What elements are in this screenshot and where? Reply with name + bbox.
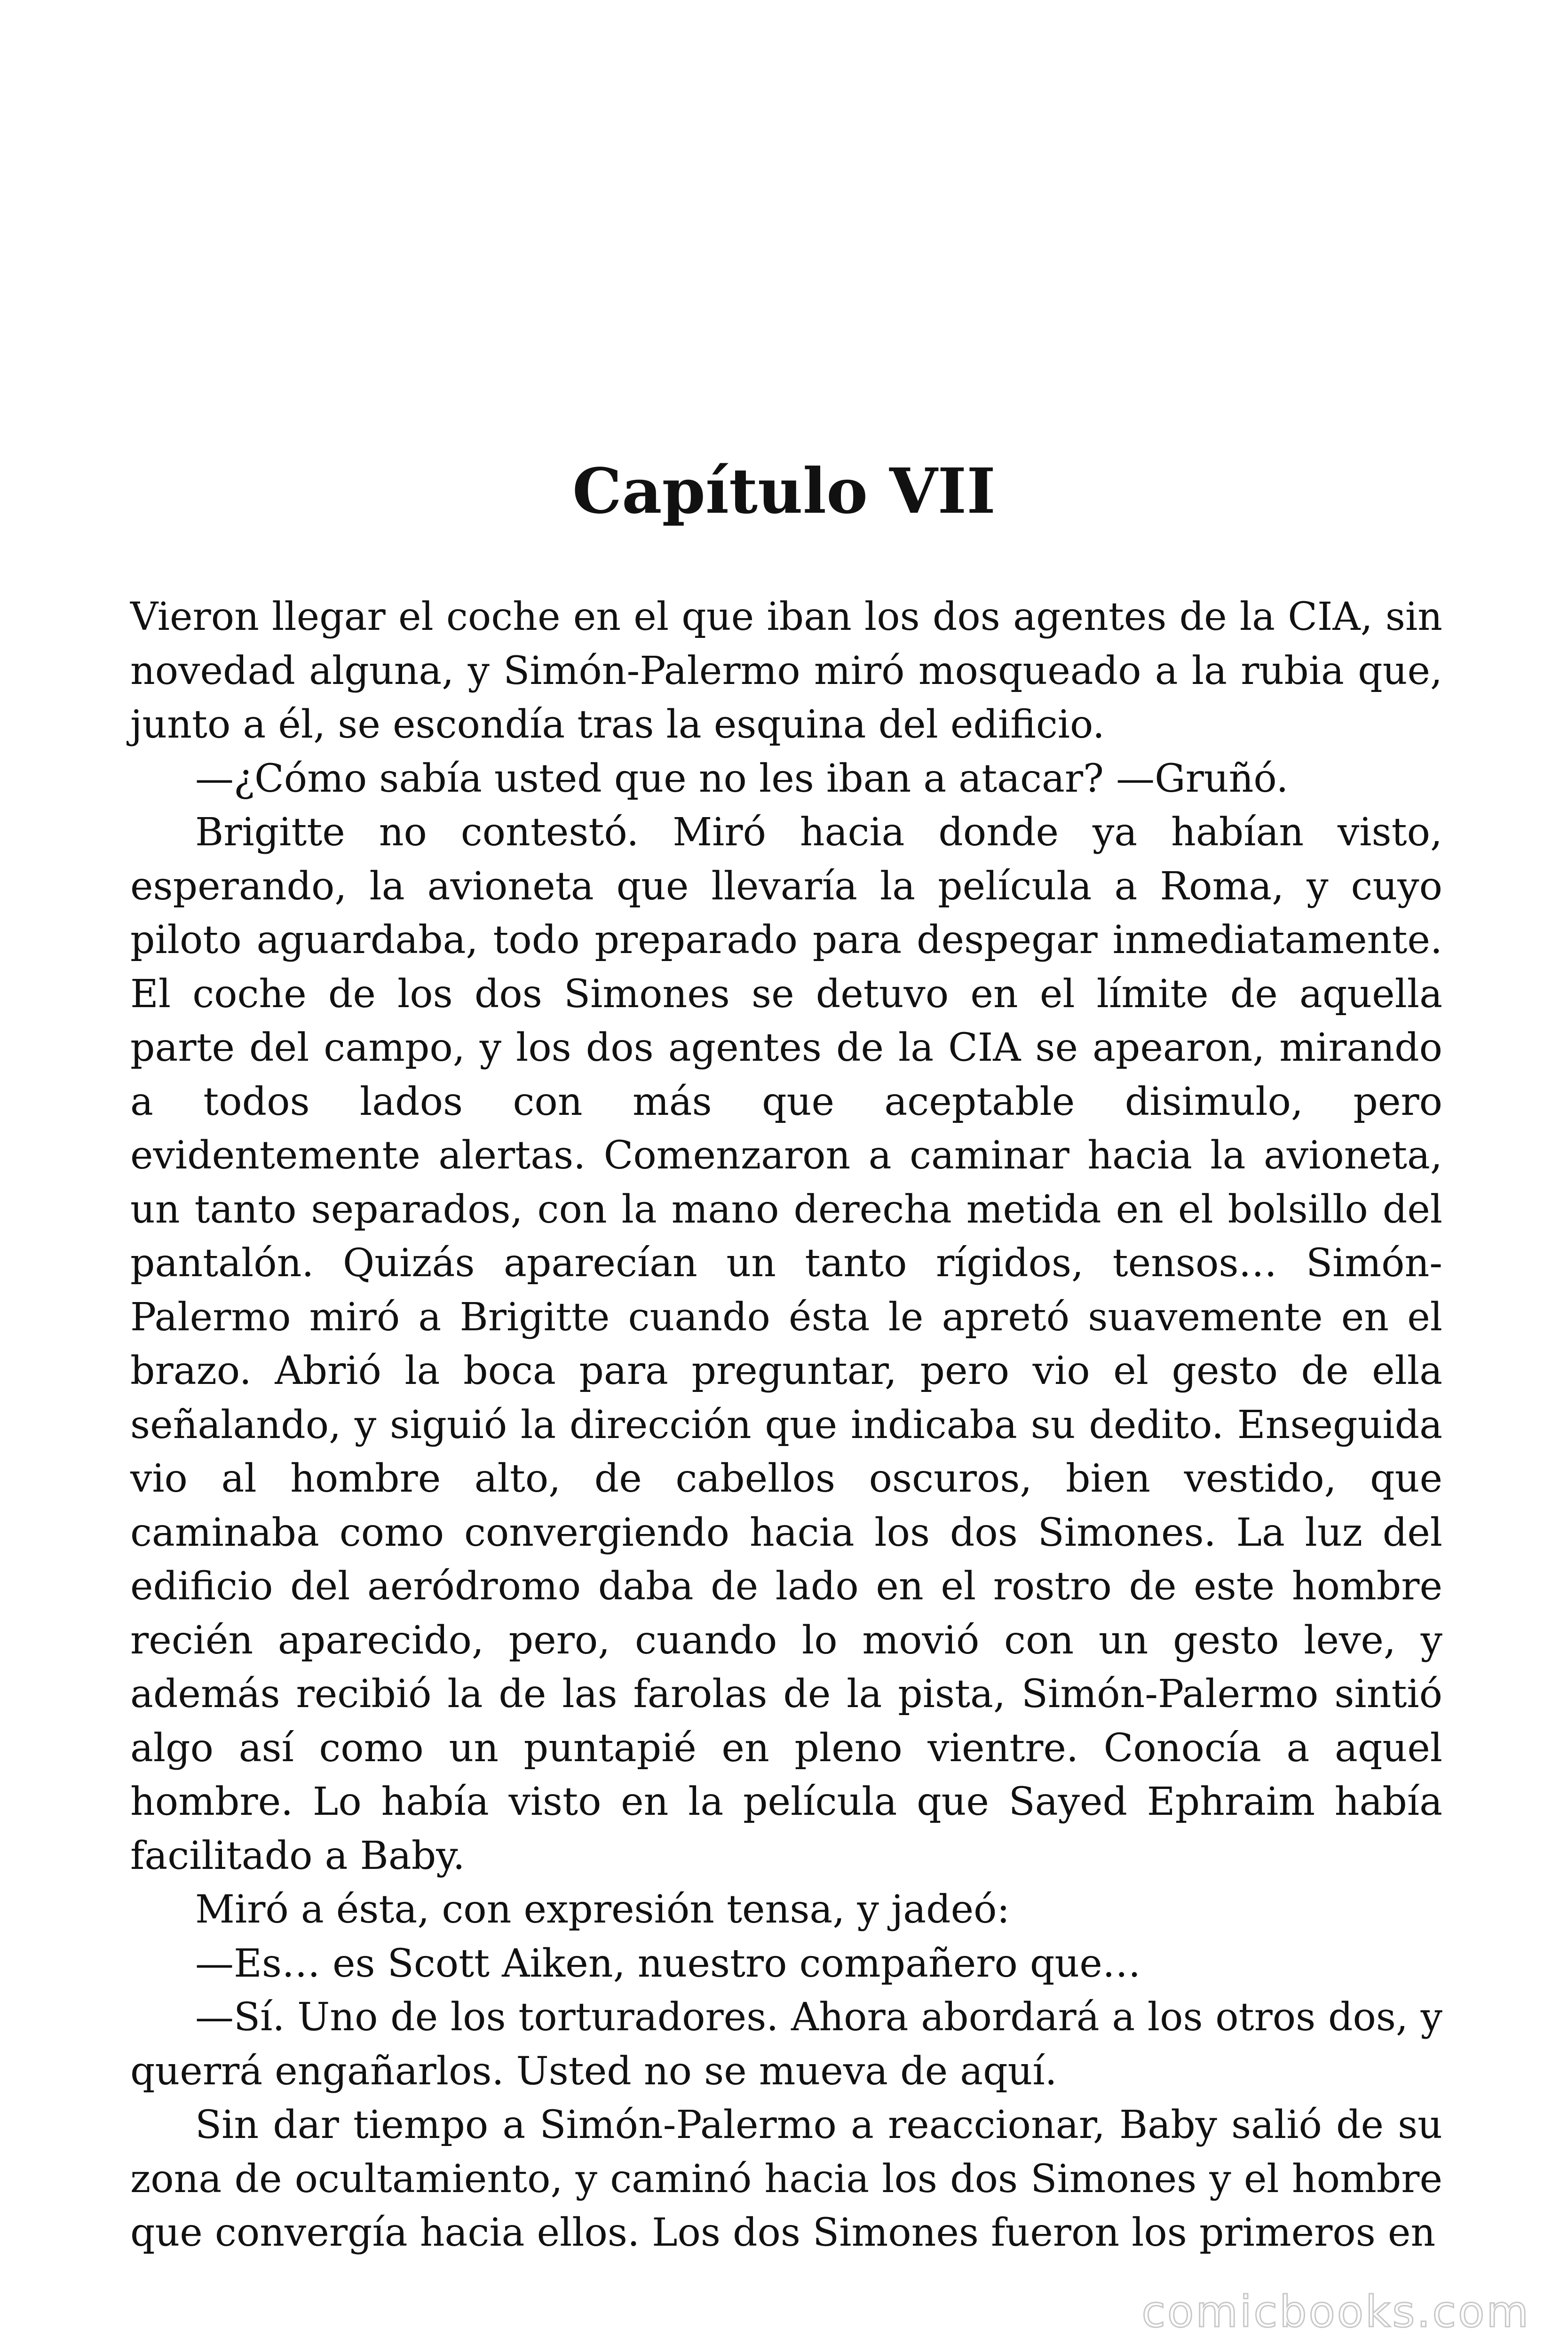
paragraph: Sin dar tiempo a Simón-Palermo a reaccionar, Baby salió de su zona de ocultamiento, y caminó hacia los dos Simones y el hombre que convergía hacia ellos. Los dos Simones fueron los primeros en [130, 2103, 1442, 2255]
chapter-title: Capítulo VII [572, 455, 996, 528]
paragraph: Vieron llegar el coche en el que iban los dos agentes de la CIA, sin novedad alguna, y Simón-Palermo miró mosqueado a la rubia que, junto a él, se escondía tras la esquina del edificio. [130, 595, 1442, 747]
watermark: comicbooks.com [1141, 2287, 1530, 2337]
paragraph: —¿Cómo sabía usted que no les iban a atacar? —Gruñó. [195, 756, 1289, 801]
paragraph: —Es… es Scott Aiken, nuestro compañero que… [195, 1941, 1141, 1986]
chapter-body [130, 590, 1442, 2260]
paragraph: Brigitte no contestó. Miró hacia donde ya habían visto, esperando, la avioneta que llevaría la película a Roma, y cuyo piloto aguardaba, todo preparado para despegar inmediatamente. El coche de los dos Simones se detuvo en el límite de aquella parte del campo, y los dos agentes de la CIA se apearon, mirando a todos lados con más que aceptable disimulo, pero evidentemente alertas. Comenzaron a caminar hacia la avioneta, un tanto separados, con la mano derecha metida en el bolsillo del pantalón. Quizás aparecían un tanto rígidos, tensos… Simón-Palermo miró a Brigitte cuando ésta le apretó suavemente en el brazo. Abrió la boca para preguntar, pero vio el gesto de ella señalando, y siguió la dirección que indicaba su dedito. Enseguida vio al hombre alto, de cabellos oscuros, bien vestido, que caminaba como convergiendo hacia los dos Simones. La luz del edificio del aeródromo daba de lado en el rostro de este hombre recién aparecido, pero, cuando lo movió con un gesto leve, y además recibió la de las farolas de la pista, Simón-Palermo sintió algo así como un puntapié en pleno vientre. Conocía a aquel hombre. Lo había visto en la película que Sayed Ephraim había facilitado a Baby. [130, 810, 1442, 1878]
paragraph: Miró a ésta, con expresión tensa, y jadeó: [195, 1887, 1010, 1932]
paragraph: —Sí. Uno de los torturadores. Ahora abordará a los otros dos, y querrá engañarlos. Usted no se mueva de aquí. [130, 1995, 1442, 2094]
